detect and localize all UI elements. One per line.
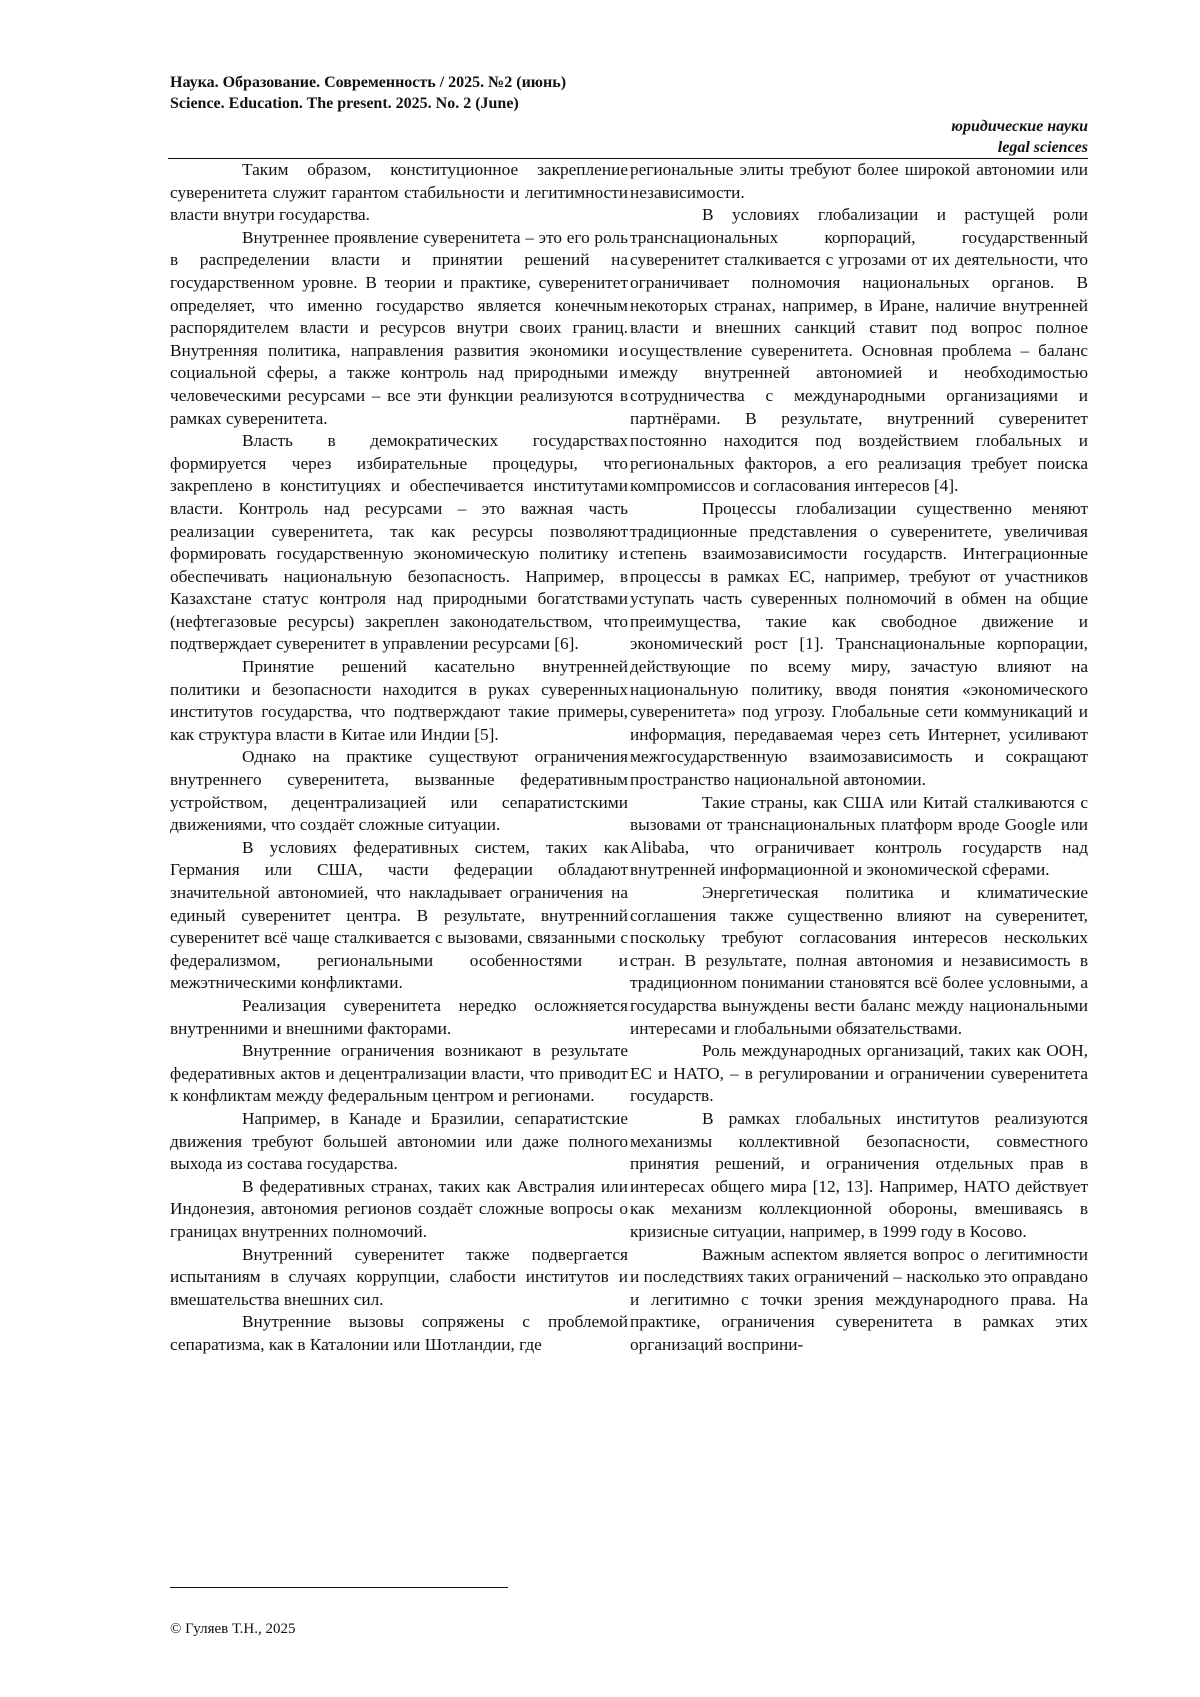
paragraph: Однако на практике существуют ограничения внутреннего суверенитета, вызванные федеративным устройством, децентрализацией или сепаратистскими движениями, что создаёт сложные ситуации. <box>170 747 628 835</box>
section-label-ru: юридические науки <box>951 118 1088 135</box>
paragraph: В условиях глобализации и растущей роли транснациональных корпораций, государственный суверенитет сталкивается с угрозами от их деятельности, что ограничивает полномочия национальных органов. В некоторых странах, например, в Иране, наличие внутренней власти и внешних санкций ставит под вопрос полное осуществление суверенитета. Основная проблема – баланс между внутренней автономией и необходимостью сотрудничества с международными организациями и партнёрами. В результате, внутренний суверенитет постоянно находится под воздействием глобальных и региональных факторов, а его реализация требует поиска компромиссов и согласования интересов [4]. <box>630 205 1088 496</box>
journal-header <box>170 72 566 114</box>
paragraph: Принятие решений касательно внутренней политики и безопасности находится в руках суверенных институтов государства, что подтверждают такие примеры, как структура власти в Китае или Индии [5]. <box>170 657 628 744</box>
section-label-en: legal sciences <box>997 139 1088 156</box>
paragraph: Реализация суверенитета нередко осложняется внутренними и внешними факторами. <box>170 995 628 1038</box>
paragraph: Например, в Канаде и Бразилии, сепаратистские движения требуют большей автономии или даже полного выхода из состава государства. <box>170 1108 628 1174</box>
paragraph: Власть в демократических государствах формируется через избирательные процедуры, что закреплено в конституциях и обеспечивается институтами власти. Контроль над ресурсами – это важная часть реализации суверенитета, так как ресурсы позволяют формировать государственную экономическую политику и обеспечивать национальную безопасность. Например, в Казахстане статус контроля над природными богатствами (нефтегазовые ресурсы) закреплен законодательством, что подтверждает суверенитет в управлении ресурсами [6]. <box>170 431 628 654</box>
footnote-divider <box>170 1587 508 1588</box>
left-column <box>170 159 628 1571</box>
section-label <box>951 116 1088 158</box>
paragraph-continuation: региональные элиты требуют более широкой автономии или независимости. <box>630 160 1088 202</box>
copyright-notice: © Гуляев Т.Н., 2025 <box>170 1621 296 1637</box>
paragraph: Процессы глобализации существенно меняют традиционные представления о суверенитете, увеличивая степень взаимозависимости государств. Интеграционные процессы в рамках ЕС, например, требуют от участников уступать часть суверенных полномочий в обмен на общие преимущества, такие как свободное движение и экономический рост [1]. Транснациональные корпорации, действующие по всему миру, зачастую влияют на национальную политику, вводя понятия «экономического суверенитета» под угрозу. Глобальные сети коммуникаций и информация, передаваемая через сеть Интернет, усиливают межгосударственную взаимозависимость и сокращают пространство национальной автономии. <box>630 498 1088 790</box>
paragraph: Внутреннее проявление суверенитета – это его роль в распределении власти и принятии решений на государственном уровне. В теории и практике, суверенитет определяет, что именно государство является конечным распорядителем власти и ресурсов внутри своих границ. Внутренняя политика, направления развития экономики и социальной сферы, а также контроль над природными и человеческими ресурсами – все эти функции реализуются в рамках суверенитета. <box>170 227 628 428</box>
article-body <box>170 159 1088 1571</box>
paragraph: Внутренний суверенитет также подвергается испытаниям в случаях коррупции, слабости институтов и вмешательства внешних сил. <box>170 1244 628 1309</box>
paragraph: Энергетическая политика и климатические соглашения также существенно влияют на суверенитет, поскольку требуют согласования интересов нескольких стран. В результате, полная автономия и независимость в традиционном понимании становятся всё более условными, а государства вынуждены вести баланс между национальными интересами и глобальными обязательствами. <box>630 883 1088 1038</box>
paragraph: Внутренние ограничения возникают в результате федеративных актов и децентрализации власти, что приводит к конфликтам между федеральным центром и регионами. <box>170 1041 628 1106</box>
paragraph: В рамках глобальных институтов реализуются механизмы коллективной безопасности, совместного принятия решений, и ограничения отдельных прав в интересах общего мира [12, 13]. Например, НАТО действует как механизм коллекционной обороны, вмешиваясь в кризисные ситуации, например, в 1999 году в Косово. <box>630 1108 1088 1241</box>
journal-title-ru: Наука. Образование. Современность / 2025. №2 (июнь) <box>170 74 567 91</box>
paragraph: Таким образом, конституционное закрепление суверенитета служит гарантом стабильности и легитимности власти внутри государства. <box>170 160 628 225</box>
right-column <box>630 159 1088 1571</box>
journal-title-en: Science. Education. The present. 2025. No. 2 (June) <box>170 95 519 112</box>
paragraph: Важным аспектом является вопрос о легитимности и последствиях таких ограничений – насколько это оправдано и легитимно с точки зрения международного права. На практике, ограничения суверенитета в рамках этих организаций восприни- <box>630 1244 1088 1354</box>
paragraph: В федеративных странах, таких как Австралия или Индонезия, автономия регионов создаёт сложные вопросы о границах внутренних полномочий. <box>170 1176 628 1241</box>
paragraph: Такие страны, как США или Китай сталкиваются с вызовами от транснациональных платформ вроде Google или Alibaba, что ограничивает контроль государств над внутренней информационной и экономической сферами. <box>630 792 1088 880</box>
paragraph: В условиях федеративных систем, таких как Германия или США, части федерации обладают значительной автономией, что накладывает ограничения на единый суверенитет центра. В результате, внутренний суверенитет всё чаще сталкивается с вызовами, связанными с федерализмом, региональными особенностями и межэтническими конфликтами. <box>170 837 628 993</box>
paragraph: Роль международных организаций, таких как ООН, ЕС и НАТО, – в регулировании и ограничении суверенитета государств. <box>630 1041 1088 1106</box>
paragraph: Внутренние вызовы сопряжены с проблемой сепаратизма, как в Каталонии или Шотландии, где <box>170 1312 628 1354</box>
